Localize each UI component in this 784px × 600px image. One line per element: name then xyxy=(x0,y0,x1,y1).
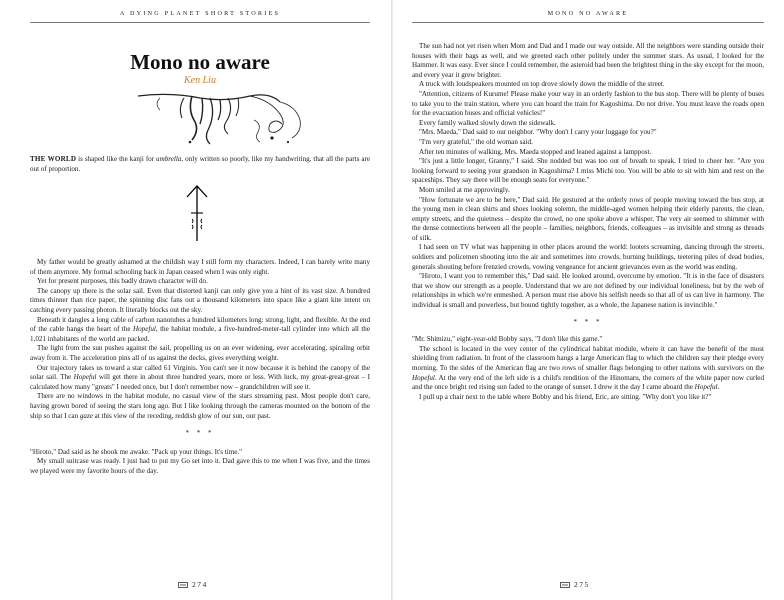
page-number xyxy=(560,580,590,589)
right-body-text xyxy=(412,42,764,402)
umbrella-kanji-drawing xyxy=(185,183,209,243)
paragraph: "How fortunate we are to be here," Dad said. He gestured at the orderly rows of people moving toward the bus stop, at the young men in clean shirts and shoes looking solemn, the middle-aged women helping their elderly parents, the clean, empty streets, and the quietness – despite the crowd, no one spoke above a whisper. The very air seemed to shimmer with the dense connections between all the people – families, neighbors, friends, colleagues – as invisible and strong as threads of silk. xyxy=(412,195,764,242)
paragraph: The light from the sun pushes against the sail, propelling us on an ever widening, ever accelerating, spiraling orbit away from it. The acceleration pins all of us against the decks, gives everything weight. xyxy=(30,344,370,362)
paragraph: After ten minutes of walking, Mrs. Maeda stopped and leaned against a lamppost. xyxy=(419,147,652,156)
ink-flourish-ornament xyxy=(130,90,305,148)
section-break: * * * xyxy=(573,317,603,326)
paragraph: A truck with loudspeakers mounted on top drove slowly down the middle of the street. xyxy=(419,80,665,89)
paragraph: THE WORLD is shaped like the kanji for umbrella, only written so poorly, like my handwriting, that all the parts are out of proportion. xyxy=(30,155,371,173)
paragraph: "Attention, citizens of Kurume! Please make your way in an orderly fashion to the bus stop. There will be plenty of buses to take you to the train station, where you can board the train for Kagoshima. Do not drive. You must leave the roads open for the evacuation buses and official vehicles!" xyxy=(412,89,764,118)
opening-paragraph xyxy=(30,155,370,174)
story-author: Ken Liu xyxy=(184,75,216,86)
paragraph: "Hiroto, I want you to remember this," Dad said. He looked around, overcome by emotion. "It is in the face of disasters that we show our strength as a people. Understand that we are not defined by our individual loneliness, but by the web of relationships in which we're enmeshed. A person must rise above his selfish needs so that all of us can live in harmony. The individual is small and powerless, but bound tightly together, as a whole, the Japanese nation is invincible." xyxy=(412,272,764,310)
paragraph: The sun had not yet risen when Mom and Dad and I made our way outside. All the neighbors were standing outside their houses with their bags as well, and we greeted each other politely under the summer stars. As usual, I looked for the Hammer. It was easy. Ever since I could remember, the asteroid had been the brightest thing in the sky except for the moon, and every year it grew brighter. xyxy=(412,42,764,79)
paragraph: "Mr. Shimizu," eight-year-old Bobby says, "I don't like this game." xyxy=(412,335,603,344)
paragraph: My father would be greatly ashamed at the childish way I still form my characters. Indeed, I can barely write many of them anymore. My formal schooling back in Japan ceased when I was only eight. xyxy=(30,258,370,276)
paragraph: "Hiroto," Dad said as he shook me awake. "Pack up your things. It's time." xyxy=(30,447,243,456)
paragraph: I had seen on TV what was happening in other places around the world: looters screaming, dancing through the streets, soldiers and policemen shooting into the air and sometimes into crowds, burning buildings, teetering piles of dead bodies, generals shouting before frenzied crowds, vowing vengeance for ancient grievances even as the world was ending. xyxy=(412,243,764,271)
section-break: * * * xyxy=(185,429,215,438)
paragraph: Mom smiled at me approvingly. xyxy=(419,185,510,194)
running-head: A DYING PLANET SHORT STORIES xyxy=(119,10,281,17)
left-body-text xyxy=(30,258,370,476)
header-rule xyxy=(30,22,370,23)
paragraph: "I'm very grateful," the old woman said. xyxy=(419,137,533,146)
folio-ornament-icon xyxy=(178,582,188,588)
paragraph: Our trajectory takes us toward a star called 61 Virginis. You can't see it now because it is behind the canopy of the solar sail. The Hopeful will get there in about three hundred years, more or less. With luck, my great-great-great – I calculated how many "greats" I needed once, but I don't remember now – grandchildren will see it. xyxy=(30,363,370,391)
paragraph: Beneath it dangles a long cable of carbon nanotubes a hundred kilometers long: strong, light, and flexible. At the end of the cable hangs the heart of the Hopeful, the habitat module, a five-hundred-meter-tall cylinder into which all the 1,021 inhabitants of the world are packed. xyxy=(30,315,370,343)
paragraph: I pull up a chair next to the table where Bobby and his friend, Eric, are sitting. "Why don't you like it?" xyxy=(419,392,712,401)
paragraph: Every family walked slowly down the sidewalk. xyxy=(419,118,556,127)
paragraph: There are no windows in the habitat module, no casual view of the stars streaming past. Most people don't care, having grown bored of seeing the stars long ago. But I like looking through the cameras mounted on the bottom of the ship so that I can gaze at this view of the receding, reddish glow of our sun, our past. xyxy=(30,392,370,420)
page-number-text: 274 xyxy=(192,580,208,589)
page-number-text: 275 xyxy=(574,580,590,589)
paragraph: Yet for present purposes, this badly drawn character will do. xyxy=(37,277,208,286)
lead-in-words: THE WORLD xyxy=(30,155,77,163)
running-head: MONO NO AWARE xyxy=(547,10,629,17)
paragraph: My small suitcase was ready. I just had to put my Go set into it. Dad gave this to me when I was five, and the times we played were my favorite hours of the day. xyxy=(30,457,370,475)
paragraph: "It's just a little longer, Granny," I said. She nodded but was too out of breath to speak. I tried to cheer her. "Are you looking forward to seeing your grandson in Kagoshima? I miss Michi too. You will be able to sit with him and rest on the spaceships. They say there will be enough seats for everyone." xyxy=(412,157,764,185)
paragraph: "Mrs. Maeda," Dad said to our neighbor. "Why don't I carry your luggage for you?" xyxy=(419,128,657,137)
page-number xyxy=(178,580,208,589)
header-rule xyxy=(412,22,764,23)
folio-ornament-icon xyxy=(560,582,570,588)
paragraph: The canopy up there is the solar sail. Even that distorted kanji can only give you a hint of its vast size. A hundred times thinner than rice paper, the spinning disc fans out a thousand kilometers into space like a giant kite intent on catching every passing photon. It literally blocks out the sky. xyxy=(30,286,370,314)
paragraph: The school is located in the very center of the cylindrical habitat module, where it can have the benefit of the most shielding from radiation. In front of the classroom hangs a large American flag to which the children say their pledge every morning. To the sides of the American flag are two rows of smaller flags belonging to other nations with survivors on the Hopeful. At the very end of the left side is a child's rendition of the Hinomaru, the corners of the white paper now curled and the once bright red rising sun faded to the orange of sunset. I drew it the day I came aboard the Hopeful. xyxy=(412,344,764,392)
story-title: Mono no aware xyxy=(130,50,270,74)
right-page xyxy=(392,0,784,600)
